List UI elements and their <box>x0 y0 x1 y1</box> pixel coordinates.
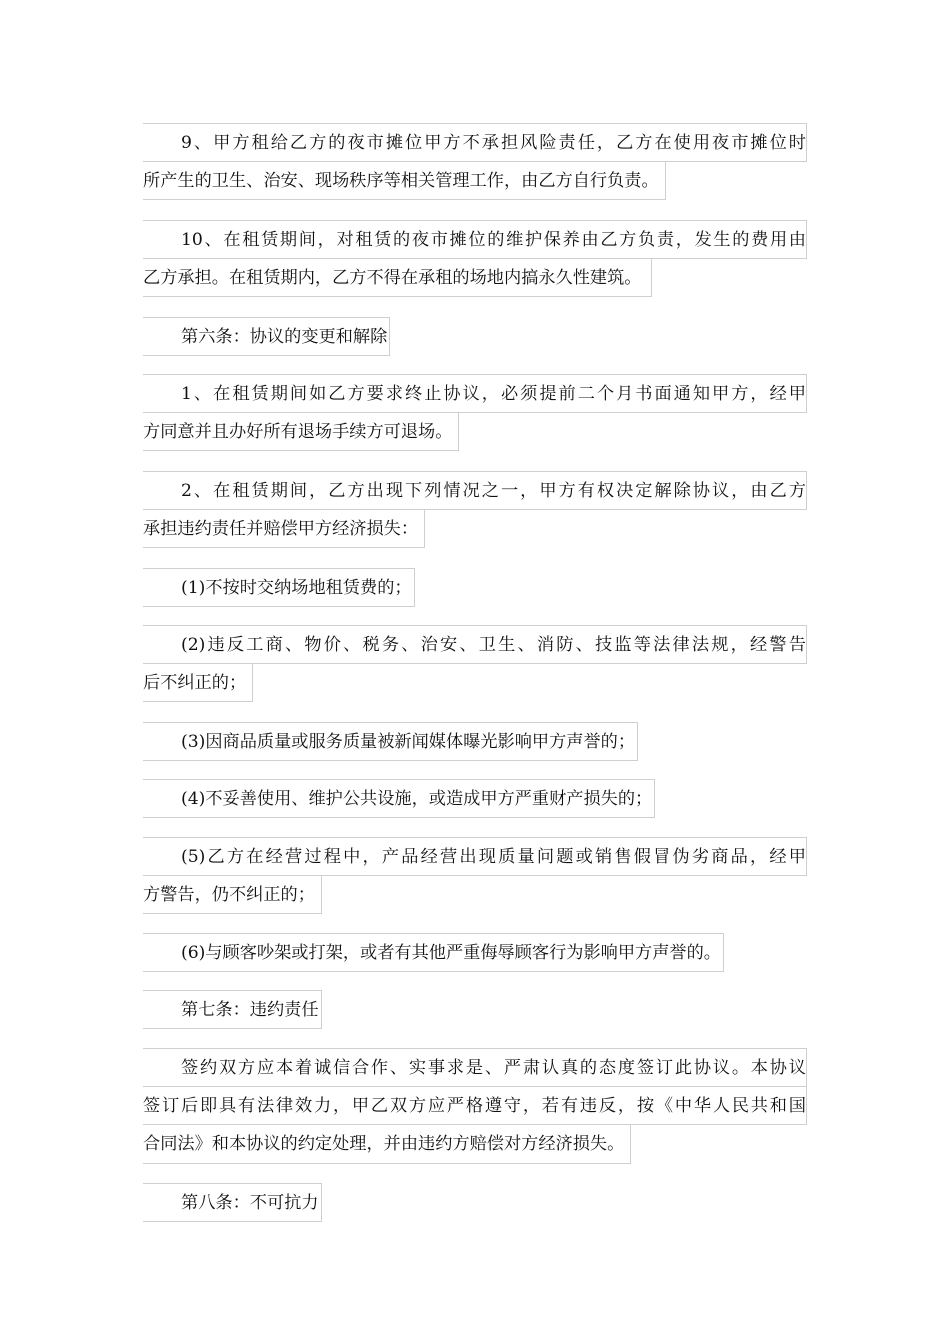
paragraph-9 <box>143 123 807 200</box>
article-6-heading <box>143 317 807 356</box>
article-8-heading <box>143 1183 807 1222</box>
paragraph-10 <box>143 220 807 297</box>
text-line: 2、在租赁期间，乙方出现下列情况之一，甲方有权决定解除协议，由乙方 <box>143 471 807 510</box>
text-line: 方警告，仍不纠正的； <box>143 876 322 915</box>
article-6-item-6 <box>143 933 807 972</box>
article-6-item-1 <box>143 568 807 607</box>
article-6-item-3 <box>143 722 807 761</box>
text-line: 乙方承担。在租赁期内，乙方不得在承租的场地内搞永久性建筑。 <box>143 259 652 298</box>
article-6-paragraph-2 <box>143 471 807 548</box>
text-line: 后不纠正的； <box>143 664 253 703</box>
article-7-heading <box>143 990 807 1029</box>
article-6-item-5 <box>143 837 807 914</box>
text-line: 承担违约责任并赔偿甲方经济损失： <box>143 510 425 549</box>
section-heading: 第七条：违约责任 <box>143 990 322 1029</box>
list-item: (3)因商品质量或服务质量被新闻媒体曝光影响甲方声誉的； <box>143 722 638 761</box>
text-line: 合同法》和本协议的约定处理，并由违约方赔偿对方经济损失。 <box>143 1125 631 1164</box>
text-line: 9、甲方租给乙方的夜市摊位甲方不承担风险责任，乙方在使用夜市摊位时 <box>143 123 807 162</box>
text-line: 所产生的卫生、治安、现场秩序等相关管理工作，由乙方自行负责。 <box>143 162 666 201</box>
article-7-paragraph <box>143 1048 807 1164</box>
text-line: 方同意并且办好所有退场手续方可退场。 <box>143 413 459 452</box>
article-6-paragraph-1 <box>143 374 807 451</box>
list-item: (6)与顾客吵架或打架，或者有其他严重侮辱顾客行为影响甲方声誉的。 <box>143 933 724 972</box>
text-line: 签约双方应本着诚信合作、实事求是、严肃认真的态度签订此协议。本协议 <box>143 1048 807 1087</box>
text-line: 签订后即具有法律效力，甲乙双方应严格遵守，若有违反，按《中华人民共和国 <box>143 1087 807 1126</box>
text-line: 1、在租赁期间如乙方要求终止协议，必须提前二个月书面通知甲方，经甲 <box>143 374 807 413</box>
text-line: 10、在租赁期间，对租赁的夜市摊位的维护保养由乙方负责，发生的费用由 <box>143 220 807 259</box>
article-6-item-4 <box>143 779 807 818</box>
section-heading: 第六条：协议的变更和解除 <box>143 317 390 356</box>
article-6-item-2 <box>143 625 807 702</box>
list-item: (2)违反工商、物价、税务、治安、卫生、消防、技监等法律法规，经警告 <box>143 625 807 664</box>
list-item: (1)不按时交纳场地租赁费的； <box>143 568 415 607</box>
section-heading: 第八条：不可抗力 <box>143 1183 322 1222</box>
list-item: (4)不妥善使用、维护公共设施，或造成甲方严重财产损失的； <box>143 779 655 818</box>
list-item: (5)乙方在经营过程中，产品经营出现质量问题或销售假冒伪劣商品，经甲 <box>143 837 807 876</box>
